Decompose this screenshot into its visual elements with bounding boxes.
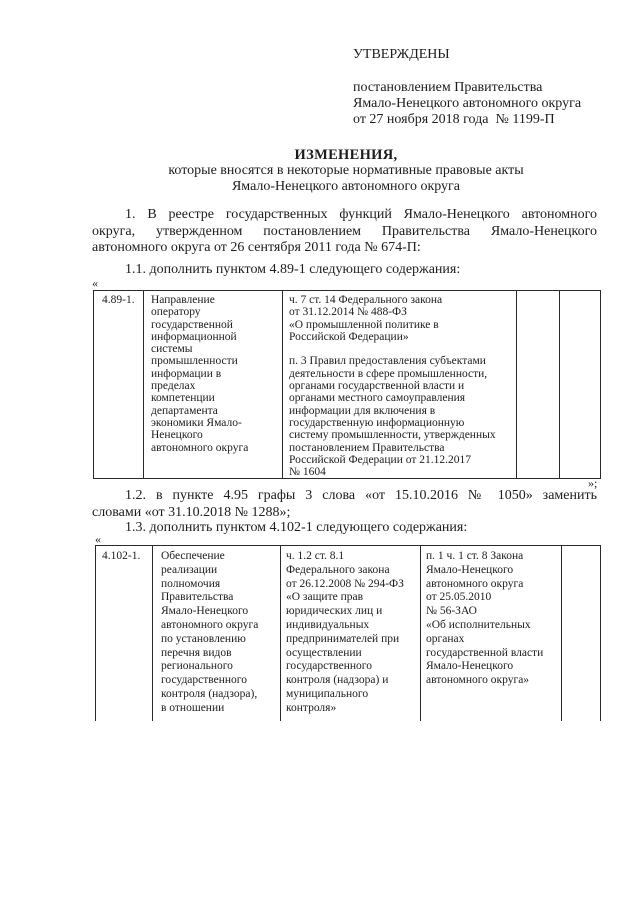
legal-basis-line: Федерального закона: [286, 563, 390, 576]
function-line: полномочия: [161, 577, 221, 590]
function-line: пределах: [151, 380, 196, 393]
table-1-close-quote: »;: [588, 476, 598, 490]
cell-empty-column-5: [562, 546, 601, 721]
legal-basis-line: индивидуальных: [286, 618, 370, 631]
legal-basis-line: от 31.12.2014 № 488-ФЗ: [289, 306, 407, 319]
item-1-2-line: словами «от 31.10.2018 № 1288»;: [92, 504, 291, 520]
legal-basis-line: систему промышленности, утвержденных: [289, 429, 496, 442]
legal-basis-line: «Об исполнительных: [426, 618, 531, 631]
function-line: компетенции: [151, 392, 215, 405]
function-line: информации в: [151, 367, 222, 380]
legal-basis-line: органами государственной власти и: [289, 380, 465, 393]
decree-line: постановлением Правительства: [353, 80, 543, 95]
cell-legal-basis: [283, 291, 517, 479]
legal-basis-line: п. 1 ч. 1 ст. 8 Закона: [426, 550, 524, 562]
document-subtitle: [92, 163, 600, 195]
approval-title: УТВЕРЖДЕНЫ: [353, 47, 450, 62]
function-line: департамента: [151, 404, 218, 417]
item-number: 4.102-1.: [102, 550, 141, 562]
function-line: перечня видов: [161, 646, 232, 659]
item-1-1-line: 1.1. дополнить пунктом 4.89-1 следующего содержания:: [125, 262, 461, 277]
cell-empty-column-5: [560, 291, 601, 479]
legal-basis-line: государственной власти: [426, 646, 544, 659]
subtitle-line: Ямало-Ненецкого автономного округа: [231, 179, 461, 194]
approval-decree-reference: [353, 80, 581, 128]
function-line: государственной: [151, 318, 233, 331]
legal-basis-line: № 56-ЗАО: [426, 605, 477, 618]
item-1-3-line: 1.3. дополнить пунктом 4.102-1 следующего содержания:: [125, 520, 468, 535]
function-line: системы: [151, 343, 193, 356]
item-number: 4.89-1.: [102, 294, 135, 306]
legal-basis-line: п. 3 Правил предоставления субъектами: [289, 355, 486, 368]
legal-basis-line: осуществлении: [286, 646, 362, 659]
cell-item-number: [96, 546, 153, 721]
item-1-2-paragraph: [92, 488, 597, 521]
legal-basis-line: автономного округа: [426, 577, 524, 590]
decree-line: Ямало-Ненецкого автономного округа: [353, 96, 582, 111]
function-line: по установлению: [161, 632, 246, 645]
item-1-1-paragraph: [92, 262, 597, 279]
function-line: реализации: [161, 563, 218, 576]
table-1-open-quote: «: [92, 276, 98, 290]
item-1-2-line: 1.2. в пункте 4.95 графы 3 слова «от 15.10.2016 № 1050» заменить: [125, 488, 597, 503]
function-line: регионального: [161, 660, 233, 673]
function-line: Ненецкого: [151, 429, 203, 442]
legal-basis-line: ч. 1.2 ст. 8.1: [286, 550, 345, 562]
legal-basis-line: деятельности в сфере промышленности,: [289, 367, 488, 380]
legal-basis-line: информации для включения в: [289, 404, 436, 417]
cell-regional-legal-basis: [421, 546, 562, 721]
legal-basis-line: государственного: [286, 660, 372, 673]
legal-basis-line: автономного округа»: [426, 674, 530, 687]
legal-basis-line: Ямало-Ненецкого: [426, 563, 514, 576]
function-line: Ямало-Ненецкого: [161, 605, 249, 618]
item-1-3-paragraph: [92, 520, 597, 537]
legal-basis-line: «О промышленной политике в: [289, 318, 439, 331]
legal-basis-line: от 25.05.2010: [426, 591, 492, 604]
legal-basis-line: «О защите прав: [286, 591, 364, 604]
legal-basis-line: контроля (надзора) и: [286, 674, 389, 687]
legal-basis-line: Российской Федерации от 21.12.2017: [289, 453, 471, 466]
legal-basis-line: контроля»: [286, 701, 337, 714]
legal-basis-line: органами местного самоуправления: [289, 392, 466, 405]
register-table-4-102-1: [95, 545, 601, 721]
legal-basis-line: Ямало-Ненецкого: [426, 660, 514, 673]
function-line: автономного округа: [151, 441, 249, 454]
table-row: [94, 291, 601, 479]
function-line: промышленности: [151, 355, 238, 368]
legal-basis-government-rules: [289, 355, 516, 478]
cell-federal-legal-basis: [281, 546, 421, 721]
function-line: информационной: [151, 330, 237, 343]
legal-basis-line: ч. 7 ст. 14 Федерального закона: [289, 294, 443, 306]
cell-empty-column-4: [517, 291, 560, 479]
document-heading: ИЗМЕНЕНИЯ,: [294, 147, 398, 163]
register-table-4-89-1: [93, 290, 601, 479]
function-line: Правительства: [161, 591, 234, 604]
function-line: экономики Ямало-: [151, 416, 242, 429]
item-1-line: 1. В реестре государственных функций Ямало-Ненецкого автономного: [125, 207, 597, 222]
legal-basis-line: Российской Федерации»: [289, 330, 409, 343]
subtitle-line: которые вносятся в некоторые нормативные правовые акты: [168, 163, 524, 178]
item-1-line: автономного округа от 26 сентября 2011 года № 674-П:: [92, 240, 421, 255]
function-line: автономного округа: [161, 618, 259, 631]
cell-function: [153, 546, 281, 721]
function-line: контроля (надзора),: [161, 687, 258, 700]
legal-basis-line: муниципального: [286, 687, 369, 700]
cell-function: [144, 291, 283, 479]
function-line: оператору: [151, 306, 201, 319]
table-row: [96, 546, 601, 721]
legal-basis-line: органах: [426, 632, 465, 645]
document-title-block: [92, 147, 600, 195]
function-line: государственного: [161, 674, 247, 687]
cell-item-number: [94, 291, 144, 479]
decree-line: от 27 ноября 2018 года № 1199-П: [353, 112, 555, 127]
function-line: Обеспечение: [161, 550, 225, 562]
legal-basis-line: № 1604: [289, 466, 326, 479]
legal-basis-line: юридических лиц и: [286, 605, 383, 618]
item-1-line: округа, утвержденном постановлением Правительства Ямало-Ненецкого: [92, 223, 597, 239]
legal-basis-line: государственную информационную: [289, 416, 465, 429]
legal-basis-line: от 26.12.2008 № 294-ФЗ: [286, 577, 404, 590]
item-1-paragraph: [92, 207, 597, 257]
legal-basis-line: предпринимателей при: [286, 632, 400, 645]
table-2-open-quote: «: [95, 532, 101, 546]
legal-basis-line: постановлением Правительства: [289, 441, 445, 454]
function-line: Направление: [151, 294, 215, 306]
legal-basis-federal-law: [289, 294, 516, 343]
function-line: в отношении: [161, 701, 225, 714]
